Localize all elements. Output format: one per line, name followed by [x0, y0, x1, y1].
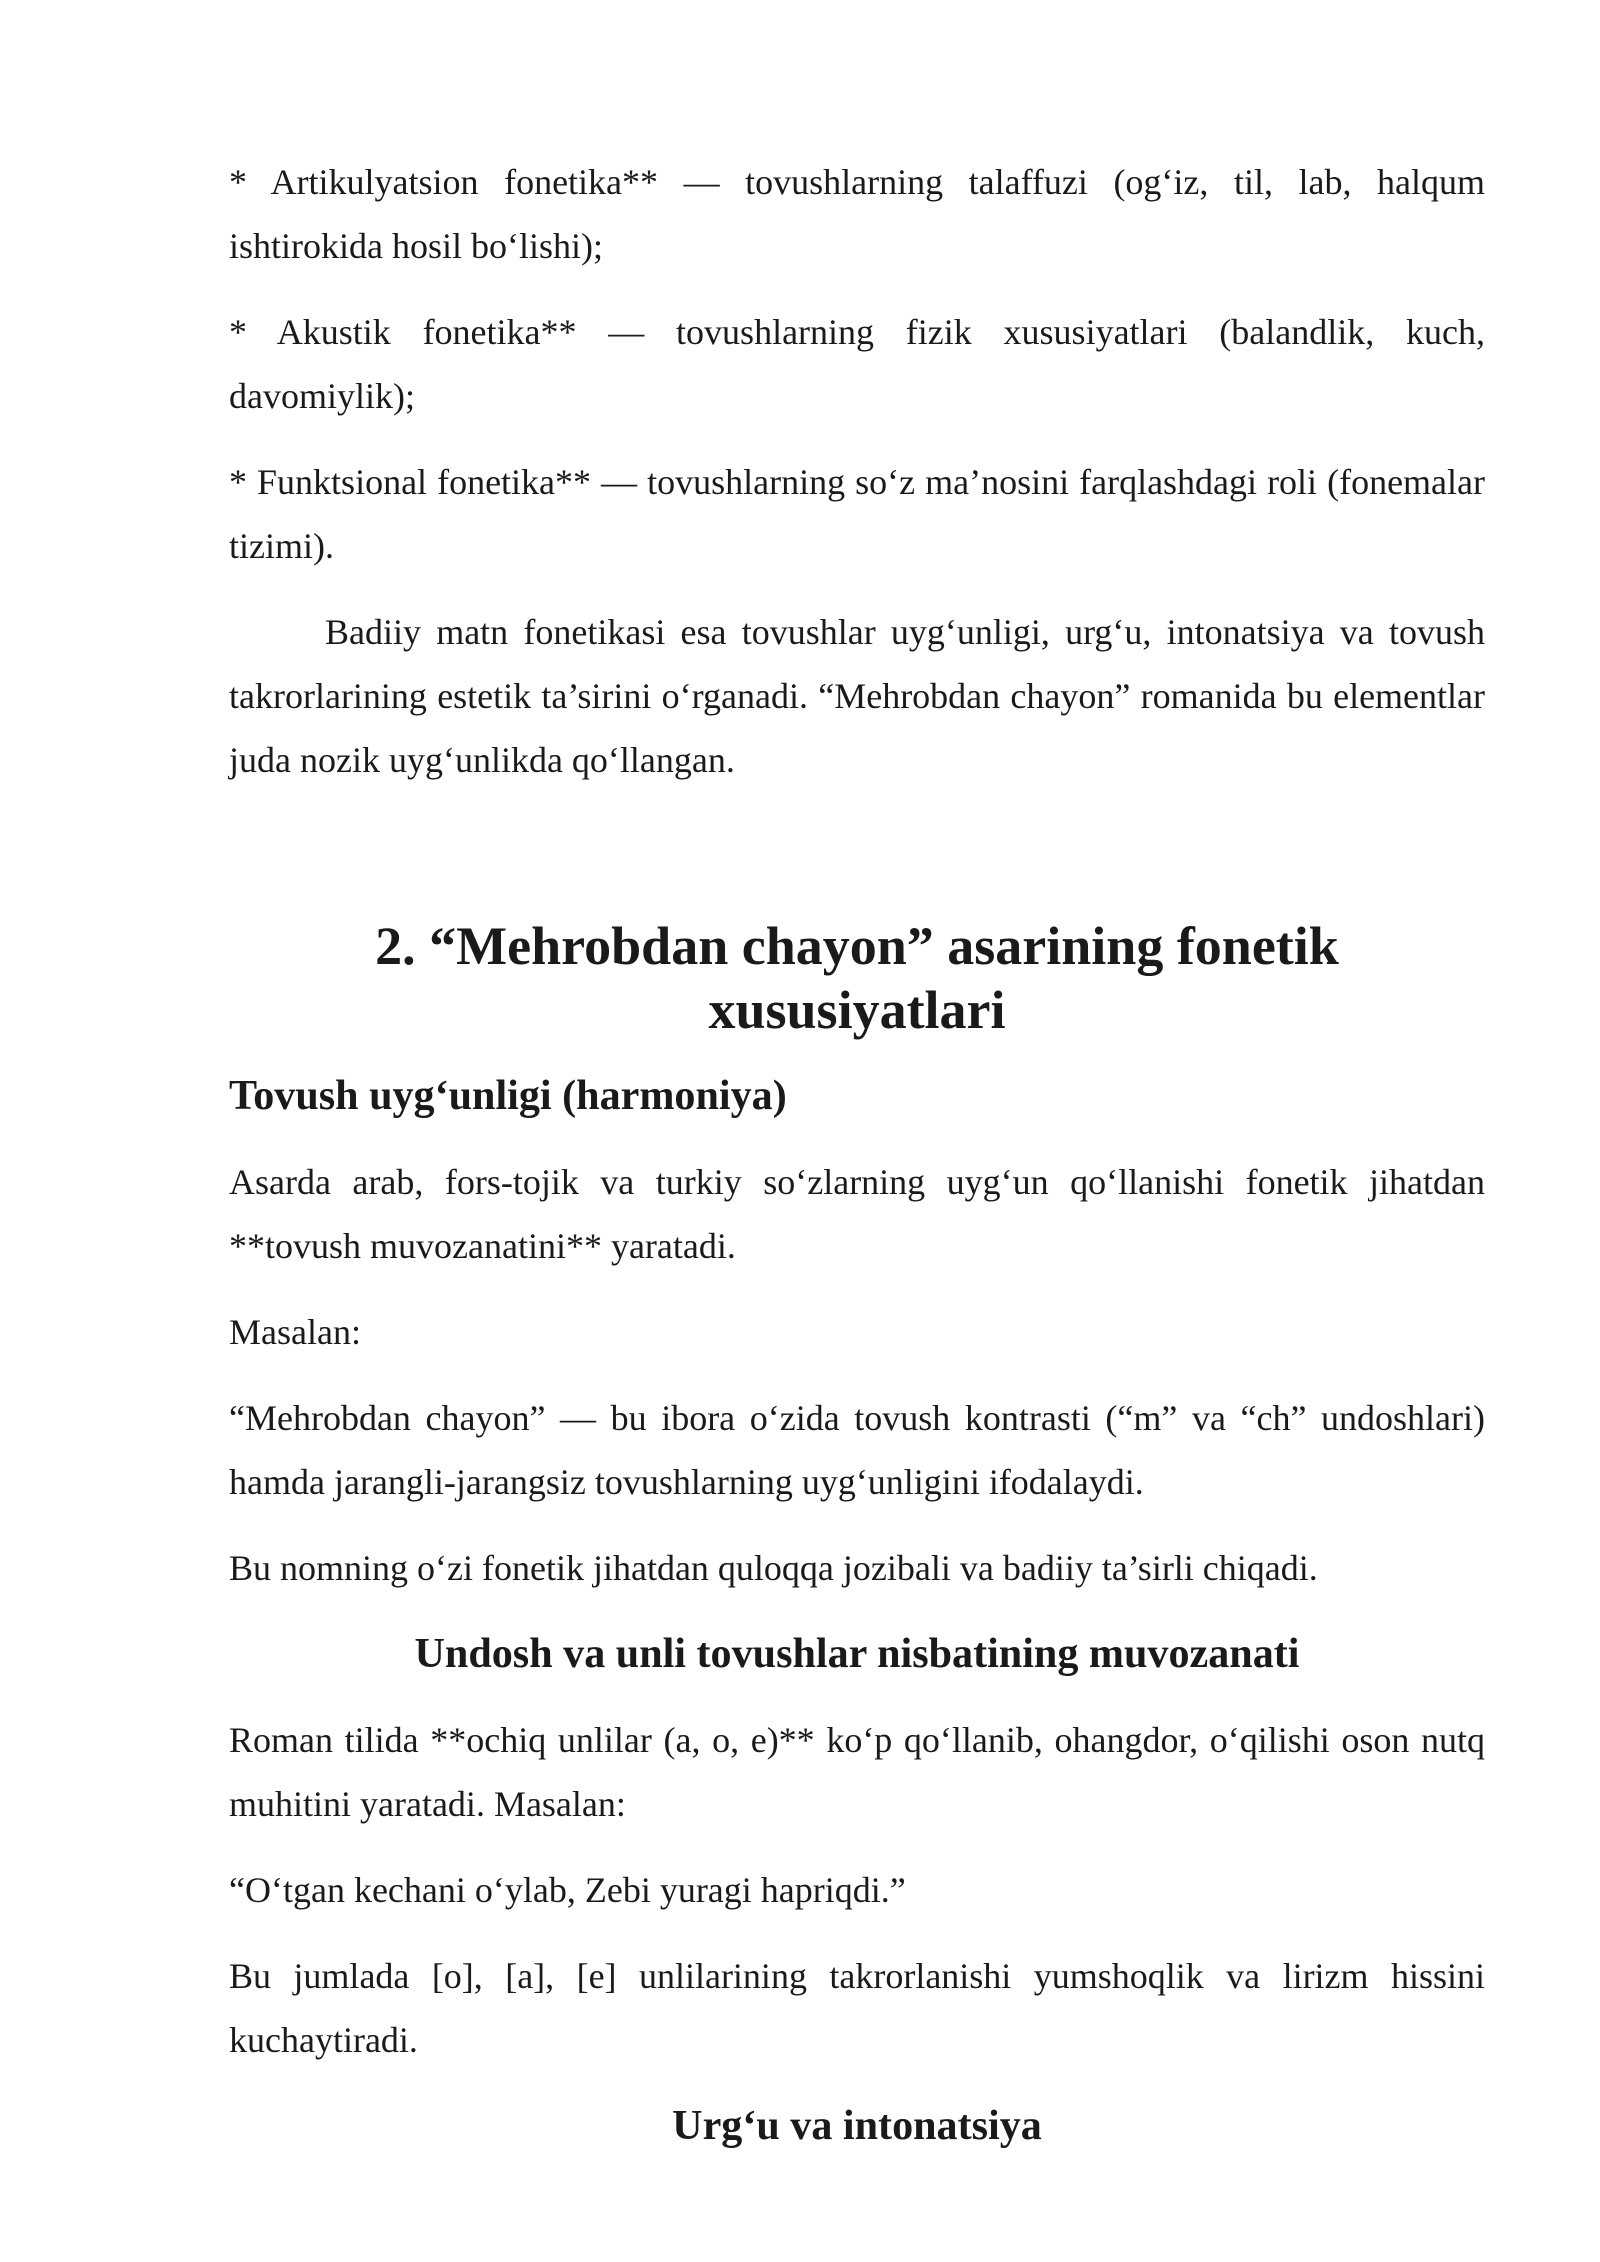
paragraph-literary-phonetics: Badiiy matn fonetikasi esa tovushlar uyg‘unligi, urg‘u, intonatsiya va tovush takrorlarining estetik ta’sirini o‘rganadi. “Mehrobdan chayon” romanida bu elementlar juda nozik uyg‘unlikda qo‘llangan. [229, 612, 1485, 780]
subsection-heading-vowel-balance: Undosh va unli tovushlar nisbatining muvozanati [414, 1630, 1300, 1677]
paragraph-title-appeal: Bu nomning o‘zi fonetik jihatdan quloqqa jozibali va badiiy ta’sirli chiqadi. [229, 1548, 1318, 1588]
paragraph-sound-balance: Asarda arab, fors-tojik va turkiy so‘zlarning uyg‘un qo‘llanishi fonetik jihatdan **tovush muvozanatini** yaratadi. [229, 1162, 1485, 1266]
list-item-functional-phonetics: * Funktsional fonetika** — tovushlarning so‘z ma’nosini farqlashdagi roli (fonemalar tizimi). [229, 462, 1485, 566]
paragraph-quote: “O‘tgan kechani o‘ylab, Zebi yuragi hapriqdi.” [229, 1870, 906, 1910]
list-item-acoustic-phonetics: * Akustik fonetika** — tovushlarning fizik xususiyatlari (balandlik, kuch, davomiylik); [229, 312, 1485, 416]
list-item-articulatory-phonetics: * Artikulyatsion fonetika** — tovushlarning talaffuzi (og‘iz, til, lab, halqum ishtirokida hosil bo‘lishi); [229, 162, 1485, 266]
subsection-heading-stress: Urg‘u va intonatsiya [672, 2102, 1042, 2149]
paragraph-open-vowels: Roman tilida **ochiq unlilar (a, o, e)** ko‘p qo‘llanib, ohangdor, o‘qilishi oson nutq muhitini yaratadi. Masalan: [229, 1720, 1485, 1824]
section-heading: 2. “Mehrobdan chayon” asarining fonetik xususiyatlari [375, 916, 1339, 1040]
paragraph-title-contrast: “Mehrobdan chayon” — bu ibora o‘zida tovush kontrasti (“m” va “ch” undoshlari) hamda jarangli-jarangsiz tovushlarning uyg‘unligini ifodalaydi. [229, 1398, 1485, 1502]
subsection-heading-harmony: Tovush uyg‘unligi (harmoniya) [229, 1072, 787, 1119]
paragraph-example-label: Masalan: [229, 1312, 361, 1352]
section-spacer [229, 814, 1485, 914]
paragraph-vowel-repetition: Bu jumlada [o], [a], [e] unlilarining takrorlanishi yumshoqlik va lirizm hissini kuchaytiradi. [229, 1956, 1485, 2060]
document-body [229, 150, 1485, 2180]
